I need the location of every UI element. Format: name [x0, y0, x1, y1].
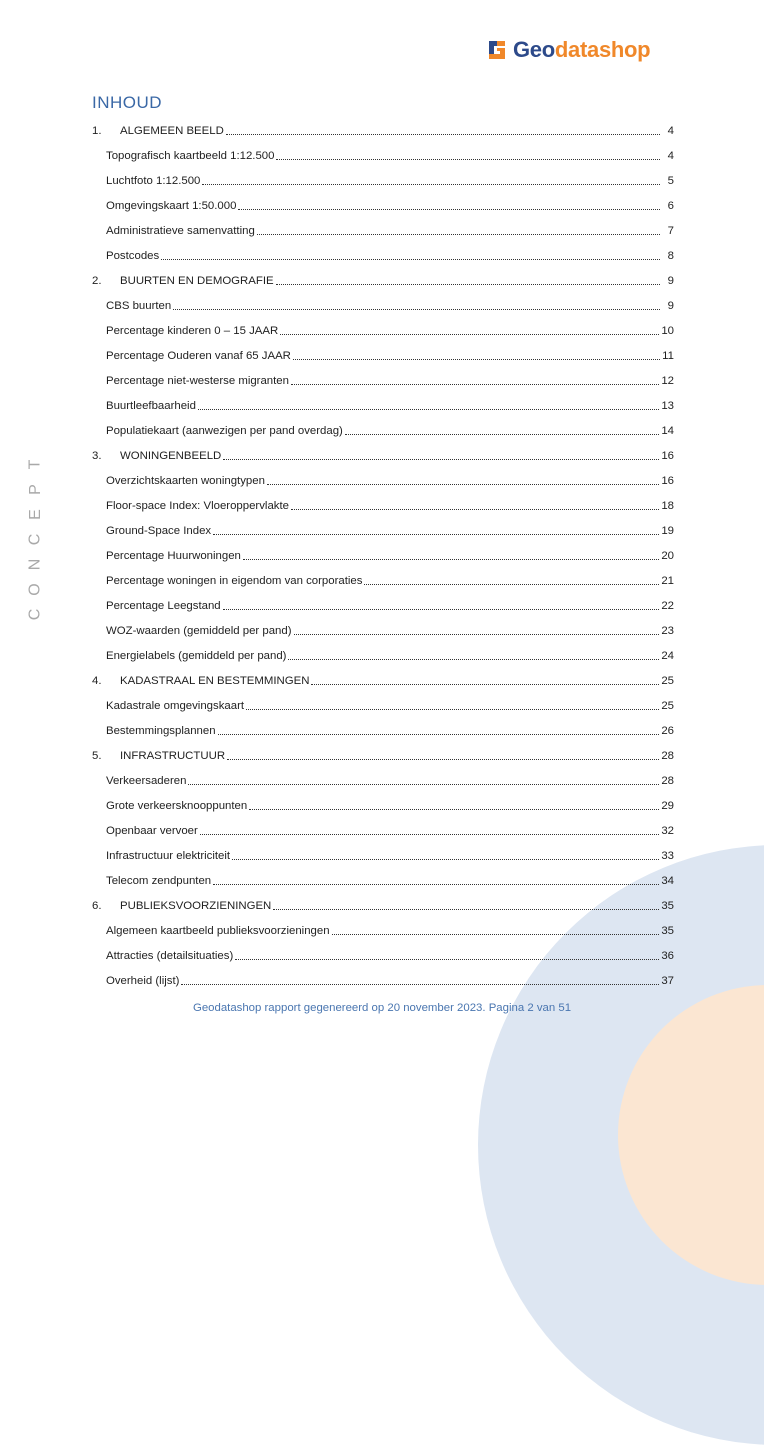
- toc-page-number: 18: [661, 499, 674, 512]
- toc-dot-leader: [288, 658, 659, 660]
- toc-heading: INHOUD: [92, 93, 163, 112]
- toc-chapter-entry[interactable]: [92, 443, 674, 468]
- toc-entry-label: Percentage Ouderen vanaf 65 JAAR: [106, 349, 291, 362]
- toc-entry-label: Percentage kinderen 0 – 15 JAAR: [106, 324, 279, 337]
- toc-dot-leader: [293, 358, 660, 360]
- toc-entry-label: Algemeen kaartbeeld publieksvoorzieningen: [106, 924, 330, 937]
- toc-entry-label: Grote verkeersknooppunten: [106, 799, 248, 812]
- toc-section-entry[interactable]: [92, 943, 674, 968]
- toc-entry-label: Overheid (lijst): [106, 974, 180, 987]
- toc-dot-leader: [198, 408, 659, 410]
- toc-page-number: 14: [661, 424, 674, 437]
- toc-entry-label: ALGEMEEN BEELD: [120, 124, 224, 137]
- toc-dot-leader: [188, 783, 659, 785]
- toc-chapter-entry[interactable]: [92, 668, 674, 693]
- toc-section-entry[interactable]: [92, 518, 674, 543]
- toc-dot-leader: [345, 433, 659, 435]
- toc-page-number: 12: [661, 374, 674, 387]
- toc-chapter-entry[interactable]: [92, 743, 674, 768]
- toc-chapter-entry[interactable]: [92, 268, 674, 293]
- toc-page-number: 19: [661, 524, 674, 537]
- toc-section-entry[interactable]: [92, 618, 674, 643]
- toc-entry-label: BUURTEN EN DEMOGRAFIE: [120, 274, 274, 287]
- toc-entry-number: 4.: [92, 674, 102, 687]
- toc-entry-label: Kadastrale omgevingskaart: [106, 699, 245, 712]
- toc-entry-label: CBS buurten: [106, 299, 172, 312]
- toc-section-entry[interactable]: [92, 143, 674, 168]
- toc-dot-leader: [311, 683, 659, 685]
- watermark-letter: C: [26, 533, 44, 546]
- toc-dot-leader: [232, 858, 659, 860]
- toc-page-number: 16: [661, 449, 674, 462]
- toc-page-number: 28: [661, 774, 674, 787]
- geodatashop-logo-icon: [486, 39, 508, 61]
- toc-entry-label: Luchtfoto 1:12.500: [106, 174, 201, 187]
- toc-entry-label: Infrastructuur elektriciteit: [106, 849, 231, 862]
- watermark-letter: T: [26, 459, 44, 470]
- toc-dot-leader: [249, 808, 659, 810]
- toc-section-entry[interactable]: [92, 468, 674, 493]
- toc-entry-number: 2.: [92, 274, 102, 287]
- toc-section-entry[interactable]: [92, 643, 674, 668]
- toc-entry-label: Omgevingskaart 1:50.000: [106, 199, 237, 212]
- page-footer: Geodatashop rapport gegenereerd op 20 november 2023. Pagina 2 van 51: [192, 1002, 572, 1014]
- toc-dot-leader: [235, 958, 659, 960]
- toc-section-entry[interactable]: [92, 543, 674, 568]
- toc-dot-leader: [276, 158, 660, 160]
- toc-dot-leader: [161, 258, 660, 260]
- toc-section-entry[interactable]: [92, 868, 674, 893]
- toc-page-number: 24: [661, 649, 674, 662]
- toc-page-number: 10: [661, 324, 674, 337]
- toc-section-entry[interactable]: [92, 218, 674, 243]
- toc-page-number: 4: [667, 124, 674, 137]
- toc-entry-label: Telecom zendpunten: [106, 874, 212, 887]
- toc-entry-label: Verkeersaderen: [106, 774, 187, 787]
- toc-page-number: 4: [667, 149, 674, 162]
- watermark-letter: P: [26, 484, 44, 495]
- toc-dot-leader: [223, 458, 659, 460]
- toc-entry-label: WONINGENBEELD: [120, 449, 222, 462]
- toc-page-number: 35: [661, 924, 674, 937]
- toc-dot-leader: [213, 533, 659, 535]
- toc-section-entry[interactable]: [92, 843, 674, 868]
- toc-section-entry[interactable]: [92, 818, 674, 843]
- toc-section-entry[interactable]: [92, 718, 674, 743]
- toc-page-number: 26: [661, 724, 674, 737]
- toc-dot-leader: [226, 133, 660, 135]
- toc-entry-label: KADASTRAAL EN BESTEMMINGEN: [120, 674, 310, 687]
- toc-page-number: 28: [661, 749, 674, 762]
- toc-page-number: 13: [661, 399, 674, 412]
- toc-entry-label: WOZ-waarden (gemiddeld per pand): [106, 624, 292, 637]
- concept-watermark: [24, 455, 48, 624]
- toc-dot-leader: [276, 283, 660, 285]
- toc-page-number: 6: [667, 199, 674, 212]
- toc-page-number: 36: [661, 949, 674, 962]
- toc-chapter-entry[interactable]: [92, 893, 674, 918]
- toc-section-entry[interactable]: [92, 793, 674, 818]
- toc-entry-label: Bestemmingsplannen: [106, 724, 216, 737]
- toc-page-number: 32: [661, 824, 674, 837]
- toc-section-entry[interactable]: [92, 168, 674, 193]
- toc-page-number: 22: [661, 599, 674, 612]
- toc-dot-leader: [291, 508, 659, 510]
- toc-page-number: 20: [661, 549, 674, 562]
- toc-dot-leader: [223, 608, 660, 610]
- toc-page-number: 23: [661, 624, 674, 637]
- toc-dot-leader: [238, 208, 660, 210]
- toc-dot-leader: [243, 558, 659, 560]
- toc-dot-leader: [257, 233, 660, 235]
- toc-section-entry[interactable]: [92, 393, 674, 418]
- geodatashop-logo: [486, 36, 650, 64]
- toc-entry-label: Energielabels (gemiddeld per pand): [106, 649, 287, 662]
- toc-entry-label: Topografisch kaartbeeld 1:12.500: [106, 149, 275, 162]
- toc-dot-leader: [173, 308, 660, 310]
- toc-dot-leader: [246, 708, 659, 710]
- toc-page-number: 29: [661, 799, 674, 812]
- toc-entry-label: Overzichtskaarten woningtypen: [106, 474, 265, 487]
- toc-entry-number: 1.: [92, 124, 102, 137]
- toc-section-entry[interactable]: [92, 768, 674, 793]
- watermark-letter: O: [26, 583, 44, 596]
- toc-page-number: 11: [662, 349, 674, 362]
- toc-section-entry[interactable]: [92, 293, 674, 318]
- toc-section-entry[interactable]: [92, 693, 674, 718]
- toc-section-entry[interactable]: [92, 243, 674, 268]
- toc-entry-label: Populatiekaart (aanwezigen per pand overdag): [106, 424, 343, 437]
- toc-page-number: 9: [667, 299, 674, 312]
- toc-entry-number: 3.: [92, 449, 102, 462]
- toc-chapter-entry[interactable]: [92, 118, 674, 143]
- toc-page-number: 16: [661, 474, 674, 487]
- toc-page-number: 25: [661, 674, 674, 687]
- toc-entry-number: 5.: [92, 749, 102, 762]
- toc-dot-leader: [181, 983, 659, 985]
- toc-dot-leader: [273, 908, 659, 910]
- toc-page-number: 9: [667, 274, 674, 287]
- toc-entry-label: Attracties (detailsituaties): [106, 949, 234, 962]
- toc-section-entry[interactable]: [92, 918, 674, 943]
- toc-section-entry[interactable]: [92, 968, 674, 993]
- toc-dot-leader: [291, 383, 659, 385]
- toc-page-number: 25: [661, 699, 674, 712]
- toc-dot-leader: [280, 333, 659, 335]
- toc-entry-label: Postcodes: [106, 249, 160, 262]
- toc-entry-label: Ground-Space Index: [106, 524, 212, 537]
- toc-page-number: 7: [667, 224, 674, 237]
- toc-section-entry[interactable]: [92, 593, 674, 618]
- watermark-letter: C: [26, 608, 44, 621]
- toc-entry-label: Percentage niet-westerse migranten: [106, 374, 289, 387]
- toc-section-entry[interactable]: [92, 368, 674, 393]
- toc-dot-leader: [332, 933, 660, 935]
- toc-entry-label: Buurtleefbaarheid: [106, 399, 196, 412]
- toc-section-entry[interactable]: [92, 493, 674, 518]
- watermark-letter: N: [26, 558, 44, 571]
- toc-section-entry[interactable]: [92, 193, 674, 218]
- toc-entry-label: INFRASTRUCTUUR: [120, 749, 226, 762]
- table-of-contents: [92, 118, 674, 993]
- toc-entry-number: 6.: [92, 899, 102, 912]
- toc-dot-leader: [364, 583, 659, 585]
- toc-dot-leader: [267, 483, 659, 485]
- toc-page-number: 33: [661, 849, 674, 862]
- toc-page-number: 35: [661, 899, 674, 912]
- toc-section-entry[interactable]: [92, 343, 674, 368]
- toc-page-number: 34: [661, 874, 674, 887]
- toc-entry-label: Percentage Leegstand: [106, 599, 221, 612]
- toc-entry-label: PUBLIEKSVOORZIENINGEN: [120, 899, 272, 912]
- toc-dot-leader: [200, 833, 660, 835]
- toc-section-entry[interactable]: [92, 568, 674, 593]
- logo-text: Geodatashop: [513, 37, 651, 62]
- toc-dot-leader: [218, 733, 660, 735]
- toc-dot-leader: [202, 183, 660, 185]
- toc-entry-label: Floor-space Index: Vloeroppervlakte: [106, 499, 289, 512]
- toc-dot-leader: [213, 883, 659, 885]
- toc-entry-label: Administratieve samenvatting: [106, 224, 255, 237]
- toc-section-entry[interactable]: [92, 318, 674, 343]
- toc-dot-leader: [294, 633, 660, 635]
- toc-entry-label: Percentage Huurwoningen: [106, 549, 241, 562]
- toc-entry-label: Percentage woningen in eigendom van corporaties: [106, 574, 363, 587]
- toc-page-number: 8: [667, 249, 674, 262]
- toc-dot-leader: [227, 758, 659, 760]
- toc-section-entry[interactable]: [92, 418, 674, 443]
- toc-entry-label: Openbaar vervoer: [106, 824, 198, 837]
- toc-page-number: 5: [667, 174, 674, 187]
- watermark-letter: E: [26, 509, 44, 520]
- toc-page-number: 37: [661, 974, 674, 987]
- toc-page-number: 21: [661, 574, 674, 587]
